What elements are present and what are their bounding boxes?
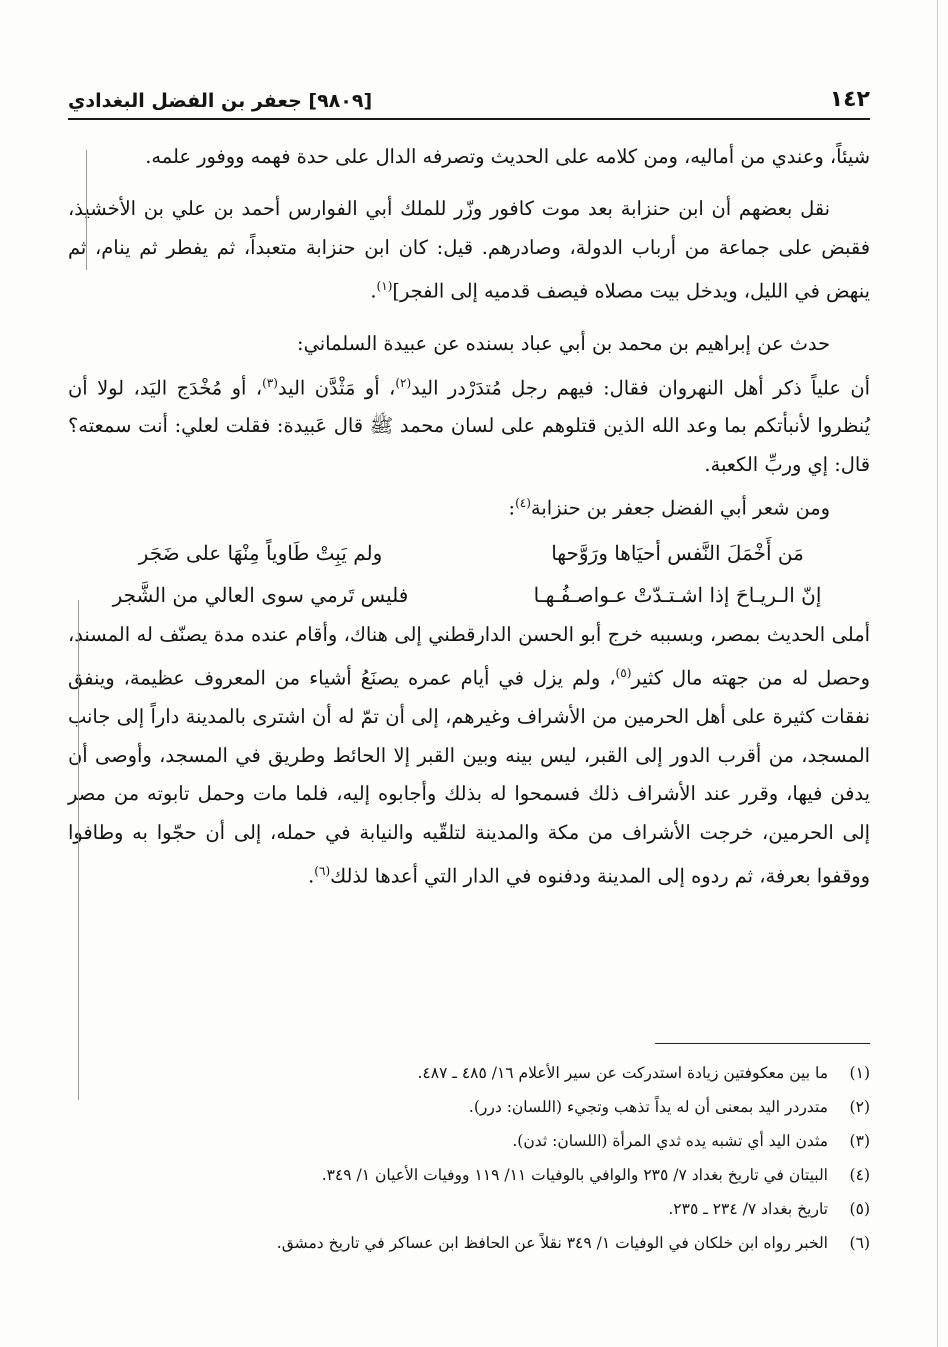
paragraph-5-text: ومن شعر أبي الفضل جعفر بن حنزابة xyxy=(530,496,830,520)
footnote xyxy=(68,1226,870,1260)
footnote xyxy=(68,1056,870,1090)
scan-edge-line xyxy=(937,0,938,1347)
footnote-number: (٣) xyxy=(849,1132,870,1150)
main-text xyxy=(68,138,870,896)
page-number: ١٤٢ xyxy=(829,87,870,112)
page-header xyxy=(68,72,870,120)
paragraph-2-end: . xyxy=(370,279,377,303)
scan-margin-line xyxy=(78,600,79,1100)
footnote xyxy=(68,1124,870,1158)
footnote-text: البيتان في تاريخ بغداد ٧/ ٢٣٥ والوافي بالوفيات ١١/ ١١٩ ووفيات الأعيان ١/ ٣٤٩. xyxy=(321,1166,828,1184)
poem xyxy=(68,532,870,616)
paragraph-5 xyxy=(68,484,870,528)
verse-1-second-hemistich: ولم يَبِتْ طَاوياً مِنْهَا على ضَجَر xyxy=(138,541,383,566)
paragraph-2 xyxy=(68,190,870,311)
footnote-ref: (٥) xyxy=(615,666,632,681)
footnote-ref: (٣) xyxy=(262,375,278,390)
footnote-number: (٦) xyxy=(849,1234,870,1252)
paragraph-1: شيئاً، وعندي من أماليه، ومن كلامه على الحديث وتصرفه الدال على حدة فهمه ووفور علمه. xyxy=(145,145,870,168)
footnote-text: تاريخ بغداد ٧/ ٢٣٤ ـ ٢٣٥. xyxy=(668,1200,828,1218)
paragraph-6-text-a: أملى الحديث بمصر، وبسببه خرج أبو الحسن الدارقطني إلى هناك، وأقام عنده مدة يصنّف له المسند، وحصل له من جهته مال كثير xyxy=(68,623,870,690)
footnote xyxy=(68,1158,870,1192)
paragraph-4 xyxy=(68,364,870,485)
footnote xyxy=(68,1090,870,1124)
paragraph-4-text-b: ، أو مَثْدَّن اليد xyxy=(277,375,396,399)
paragraph-5-colon: : xyxy=(508,496,516,520)
footnote-number: (٤) xyxy=(849,1166,870,1184)
running-title: [٩٨٠٩] جعفر بن الفضل البغدادي xyxy=(68,90,373,112)
footnote-text: الخبر رواه ابن خلكان في الوفيات ١/ ٣٤٩ نقلاً عن الحافظ ابن عساكر في تاريخ دمشق. xyxy=(276,1234,828,1252)
footnote-number: (٢) xyxy=(849,1098,870,1116)
scan-margin-line xyxy=(86,150,87,270)
verse-2-first-hemistich: إنّ الـريـاحَ إذا اشـتـدّتْ عـواصـفُـهـا xyxy=(533,583,822,608)
footnote-ref: (١) xyxy=(376,279,393,294)
verse-2 xyxy=(68,574,870,616)
footnote-number: (٥) xyxy=(849,1200,870,1218)
paragraph-3: حدث عن إبراهيم بن محمد بن أبي عباد بسنده عن عبيدة السلماني: xyxy=(297,332,830,356)
footnote-ref: (٦) xyxy=(314,863,331,878)
footnotes xyxy=(68,1056,870,1260)
verse-2-second-hemistich: فليس تَرمي سوى العالي من الشَّجر xyxy=(112,583,409,608)
verse-1 xyxy=(68,532,870,574)
footnote-ref: (٤) xyxy=(515,496,531,511)
footnote-number: (١) xyxy=(849,1064,870,1082)
footnote-text: متدردر اليد بمعنى أن له يداً تذهب وتجيء (اللسان: درر). xyxy=(468,1098,828,1116)
paragraph-4-text-a: أن علياً ذكر أهل النهروان فقال: فيهم رجل مُتدَرْدر اليد xyxy=(411,375,871,399)
paragraph-4-text-c: ، أو مُخْدَج اليَد، لولا أن يُنظروا لأنبأتكم بما وعد الله الذين قتلوهم على لسان محمد ﷺ قال عَبيدة: فقلت لعلي: أنت سمعته؟ قال: إي وربِّ الكعبة. xyxy=(68,375,870,476)
footnote-ref: (٢) xyxy=(395,375,412,390)
paragraph-6-text-b: ، ولم يزل في أيام عمره يصنَعُ أشياء من المعروف عظيمة، وينفق نفقات كثيرة على أهل الحرمين من الأشراف وغيرهم، إلى أن تمّ له أن اشترى بالمدينة داراً إلى جانب المسجد، من أقرب الدور إلى القبر، ليس بينه وبين القبر إلا الحائط وطريق في المسجد، وأوصى أن يدفن فيها، وقرر عند الأشراف ذلك فسمحوا له بذلك وأجابوه إليه، فلما مات وحمل تابوته من مصر إلى الحرمين، خرجت الأشراف من مكة والمدينة لتلقّيه والنيابة في حمله، إلى أن حجّوا به وطافوا ووقفوا بعرفة، ثم ردوه إلى المدينة ودفنوه في الدار التي أعدها لذلك xyxy=(68,666,870,888)
paragraph-6-end: . xyxy=(308,864,315,888)
verse-1-first-hemistich: مَن أَخْمَلَ النَّفس أحيَاها ورَوَّحها xyxy=(551,541,804,566)
footnote xyxy=(68,1192,870,1226)
paragraph-2-text: نقل بعضهم أن ابن حنزابة بعد موت كافور وزّر للملك أبي الفوارس أحمد بن علي بن الأخشيذ، فقبض على جماعة من أرباب الدولة، وصادرهم. قيل: كان ابن حنزابة متعبداً، ثم يفطر ثم ينام، ثم ينهض في الليل، ويدخل بيت مصلاه فيصف قدميه إلى الفجر] xyxy=(68,197,870,303)
footnote-text: مثدن اليد أي تشبه يده ثدي المرأة (اللسان: ثدن). xyxy=(512,1132,828,1150)
footnote-separator xyxy=(655,1043,870,1044)
paragraph-6 xyxy=(68,616,870,896)
footnote-text: ما بين معكوفتين زيادة استدركت عن سير الأعلام ١٦/ ٤٨٥ ـ ٤٨٧. xyxy=(417,1064,828,1082)
